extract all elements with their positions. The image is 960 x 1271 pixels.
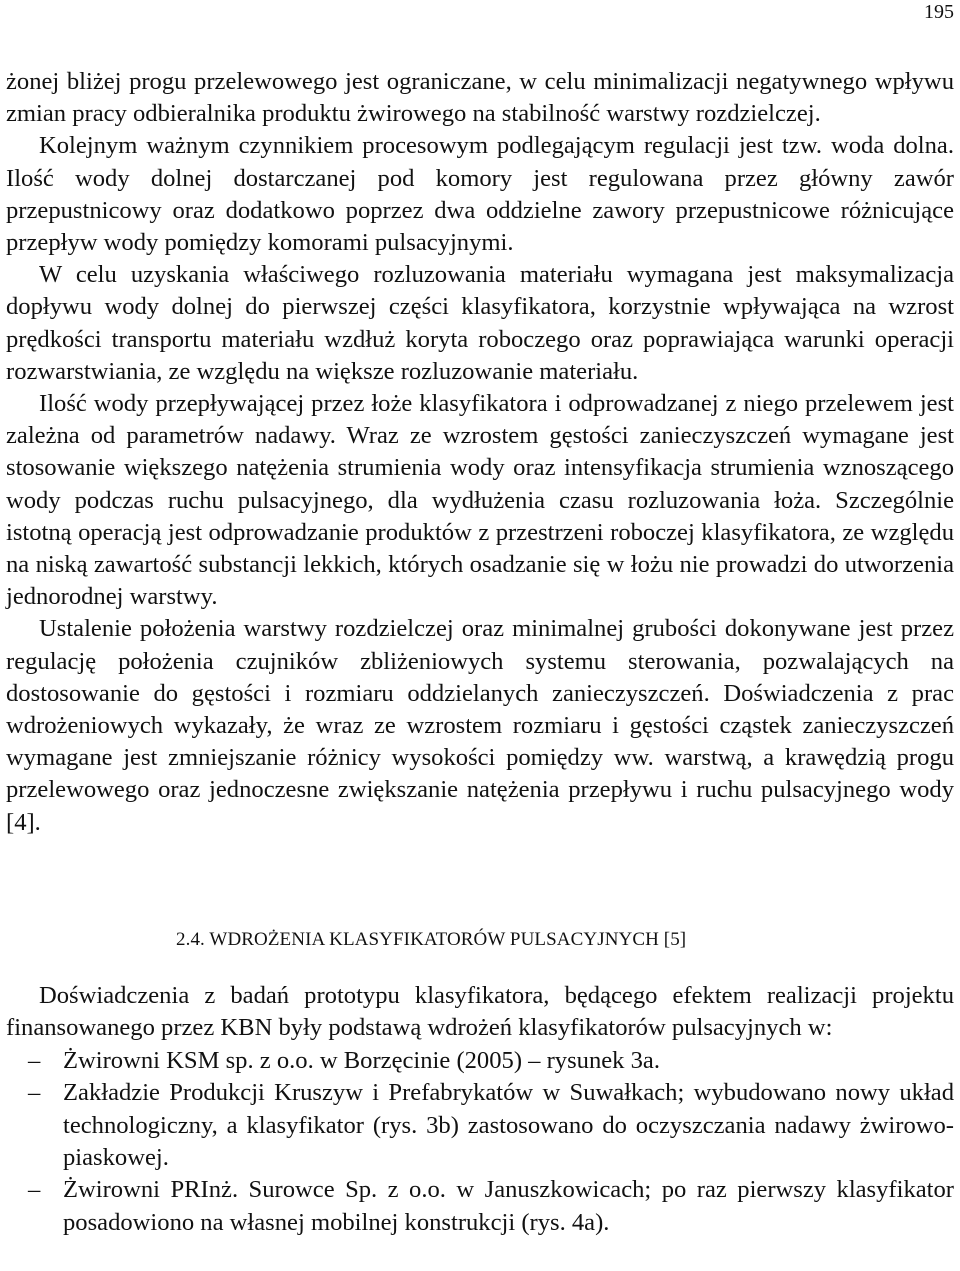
paragraph-3: W celu uzyskania właściwego rozluzowania materiału wymagana jest maksymalizacja dopływu wody dolnej do pierwszej części klasyfikatora, korzystnie wpływająca na wzrost prędkości transportu materiału wzdłuż koryta roboczego oraz poprawiająca warunki operacji rozwarstwiania, ze względu na większe rozluzowanie materiału.: [6, 261, 954, 385]
section-heading: 2.4. WDROŻENIA KLASYFIKATORÓW PULSACYJNYCH [5]: [176, 929, 687, 950]
list-item-text: Zakładzie Produkcji Kruszyw i Prefabrykatów w Suwałkach; wybudowano nowy układ technologiczny, a klasyfikator (rys. 3b) zastosowano do oczyszczania nadawy żwirowo-piaskowej.: [63, 1079, 954, 1172]
section-body: [6, 980, 954, 1239]
list-item: [6, 1045, 954, 1077]
list-item: [6, 1174, 954, 1239]
deployment-list: [6, 1045, 954, 1239]
list-dash: –: [28, 1079, 41, 1107]
list-dash: –: [28, 1046, 41, 1074]
list-dash: –: [28, 1176, 41, 1204]
paragraph-5: Ustalenie położenia warstwy rozdzielczej oraz minimalnej grubości dokonywane jest przez regulację położenia czujników zbliżeniowych systemu sterowania, pozwalających na dostosowanie do gęstości i rozmiaru oddzielanych zanieczyszczeń. Doświadczenia z prac wdrożeniowych wykazały, że wraz ze wzrostem rozmiaru i gęstości cząstek zanieczyszczeń wymagane jest zmniejszanie różnicy wysokości pomiędzy ww. warstwą, a krawędzią progu przelewowego oraz jednoczesne zwiększanie natężenia przepływu i ruchu pulsacyjnego wody [4].: [6, 615, 954, 836]
paragraph-1: żonej bliżej progu przelewowego jest ograniczane, w celu minimalizacji negatywnego wpływu zmian pracy odbieralnika produktu żwirowego na stabilność warstwy rozdzielczej.: [6, 68, 954, 128]
list-item-text: Żwirowni KSM sp. z o.o. w Borzęcinie (2005) – rysunek 3a.: [63, 1046, 660, 1074]
page-number: 195: [924, 1, 954, 23]
paragraph-4: Ilość wody przepływającej przez łoże klasyfikatora i odprowadzanej z niego przelewem jest zależna od parametrów nadawy. Wraz ze wzrostem gęstości zanieczyszczeń wymagane jest stosowanie większego natężenia strumienia wody oraz intensyfikacja strumienia wznoszącego wody podczas ruchu pulsacyjnego, dla wydłużenia czasu rozluzowania łoża. Szczególnie istotną operacją jest odprowadzanie produktów z przestrzeni roboczej klasyfikatora, ze względu na niską zawartość substancji lekkich, których osadzanie się w łożu nie prowadzi do utworzenia jednorodnej warstwy.: [6, 390, 954, 611]
paragraph-2: Kolejnym ważnym czynnikiem procesowym podlegającym regulacji jest tzw. woda dolna. Ilość wody dolnej dostarczanej pod komory jest regulowana przez główny zawór przepustnicowy oraz dodatkowo poprzez dwa oddzielne zawory przepustnicowe różnicujące przepływ wody pomiędzy komorami pulsacyjnymi.: [6, 132, 954, 257]
list-item-text: Żwirowni PRInż. Surowce Sp. z o.o. w Januszkowicach; po raz pierwszy klasyfikator posadowiono na własnej mobilnej konstrukcji (rys. 4a).: [63, 1176, 954, 1236]
section-intro: Doświadczenia z badań prototypu klasyfikatora, będącego efektem realizacji projektu finansowanego przez KBN były podstawą wdrożeń klasyfikatorów pulsacyjnych w:: [6, 982, 954, 1042]
list-item: [6, 1077, 954, 1174]
body-text: [6, 66, 954, 839]
